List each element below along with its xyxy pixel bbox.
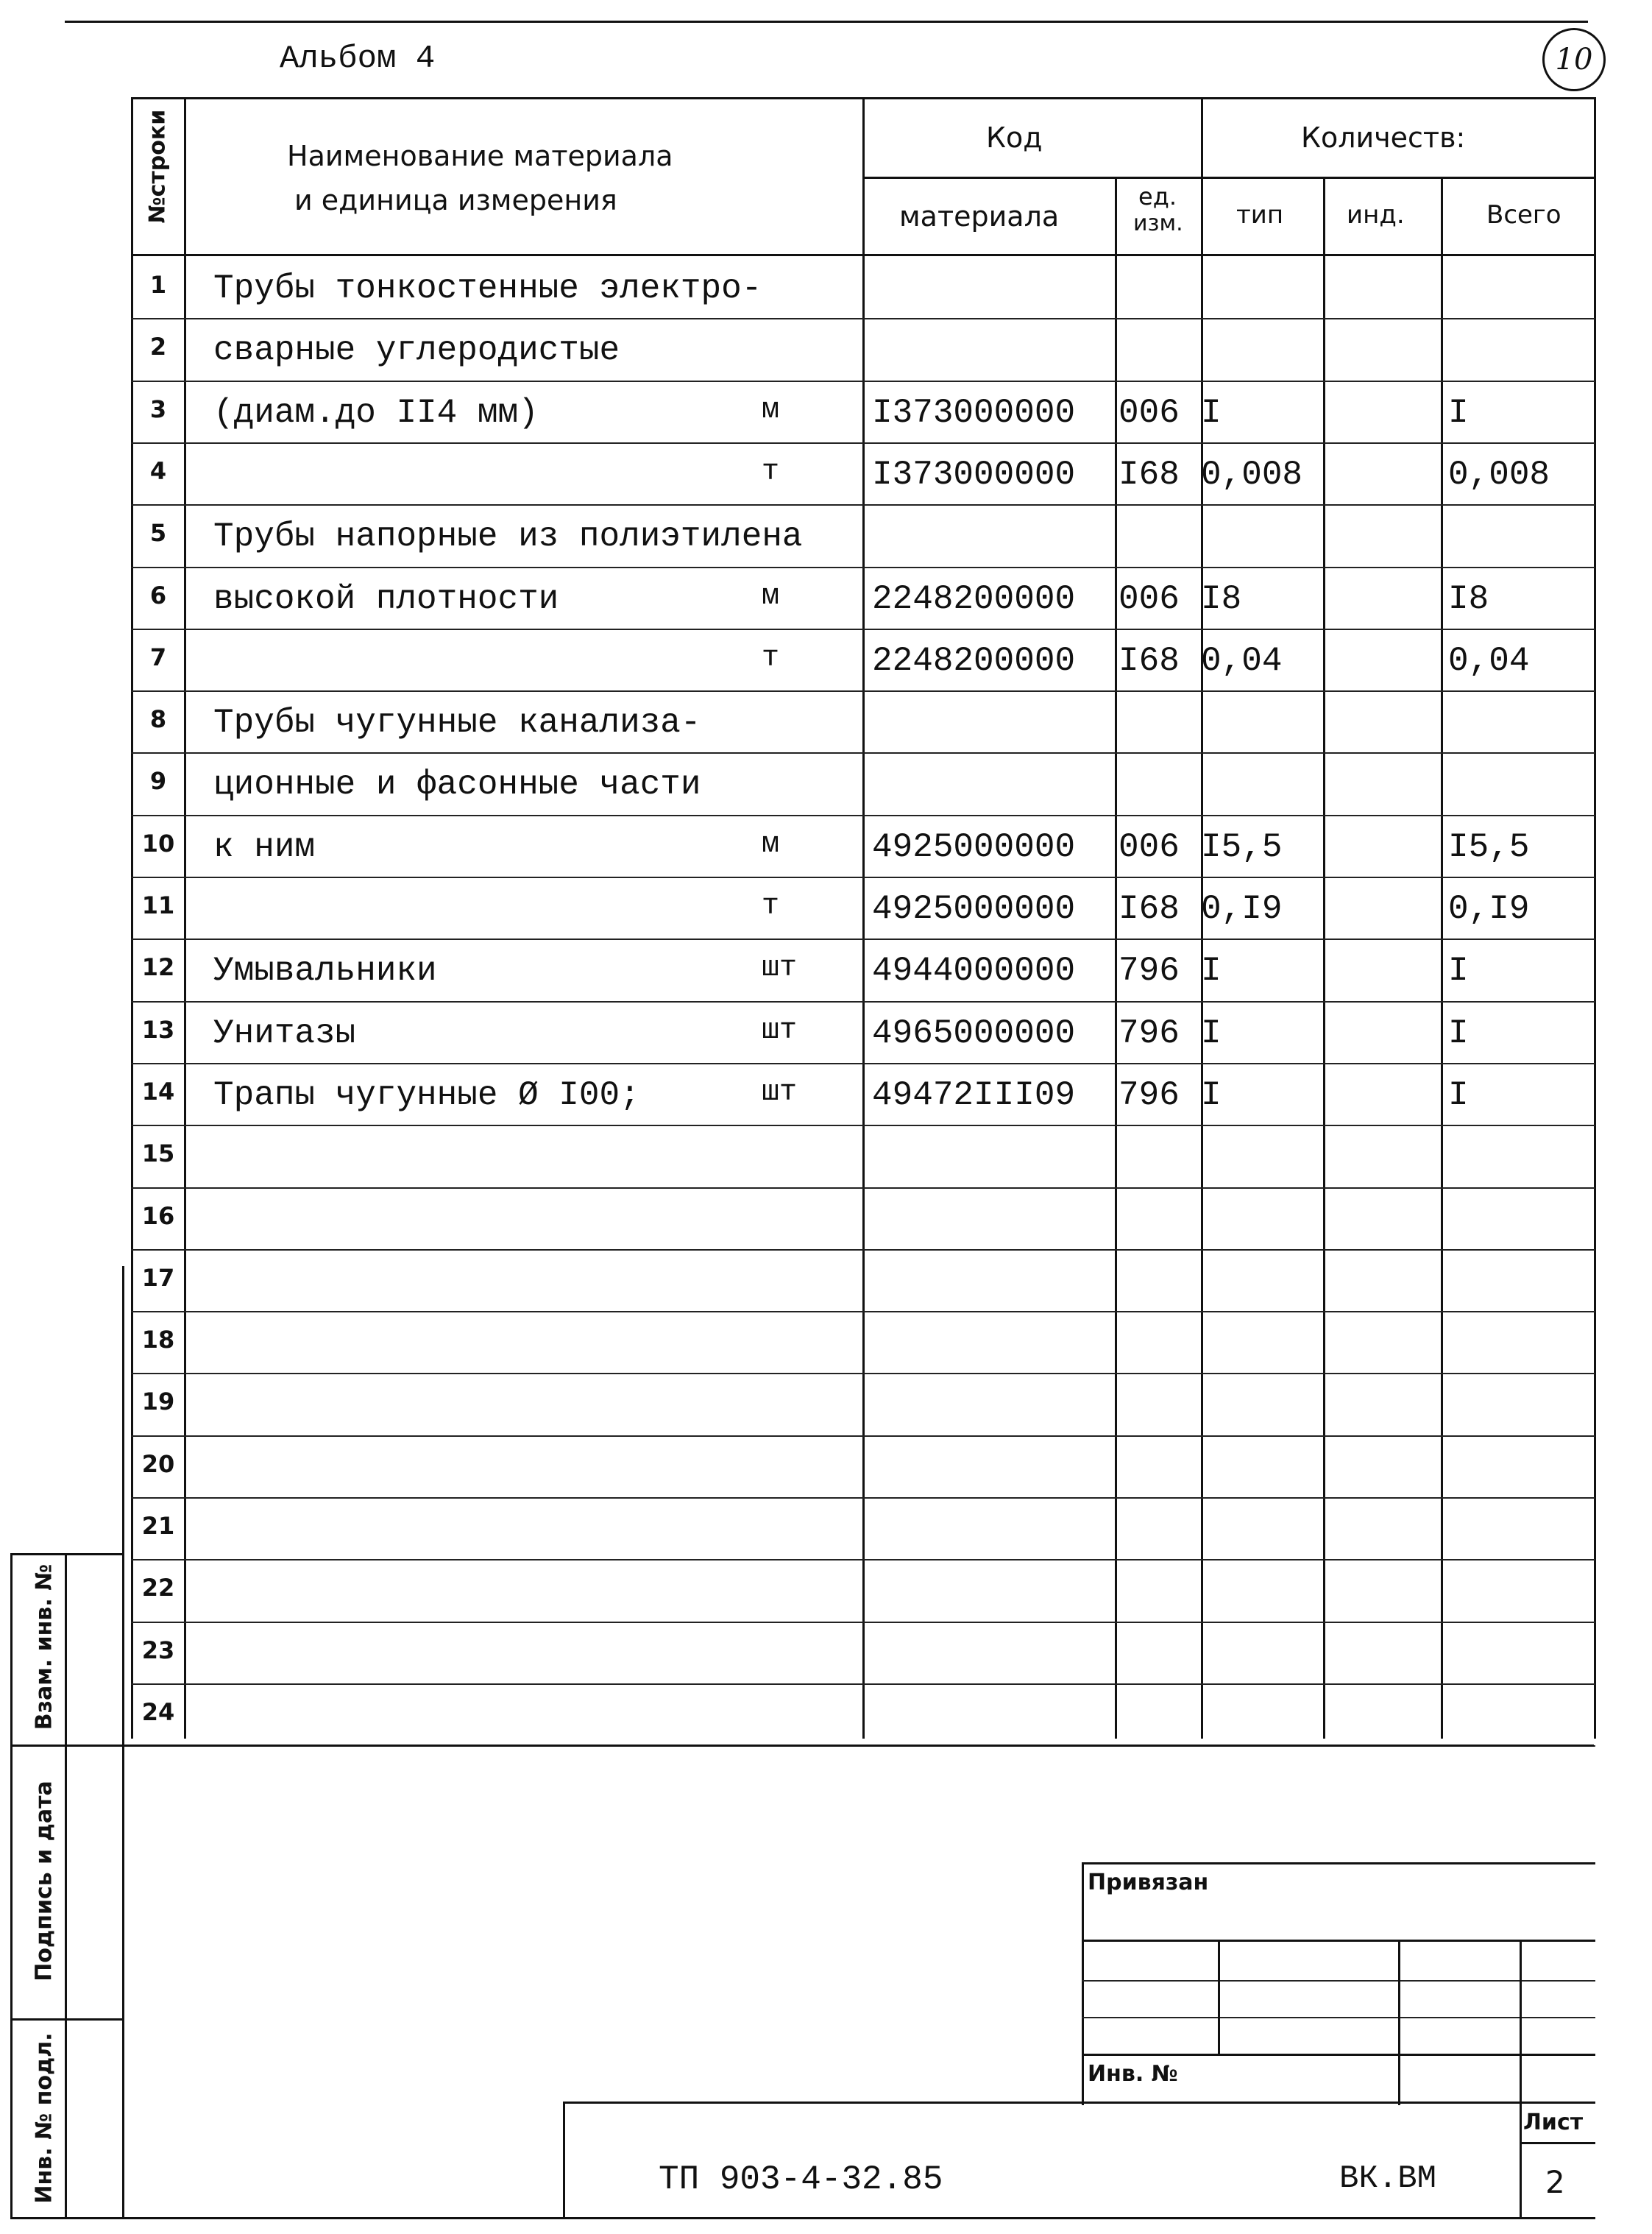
row-separator	[131, 752, 1595, 754]
title-block-left	[1082, 1862, 1084, 2105]
row-number: 9	[149, 767, 167, 796]
row-number: 14	[141, 1077, 175, 1106]
cell-total: I8	[1448, 579, 1489, 618]
cell-code: 2248200000	[872, 641, 1076, 680]
side-stamp-div1	[10, 1745, 1594, 1747]
cell-type: 0,04	[1201, 641, 1283, 680]
row-number: 8	[149, 705, 167, 734]
row-number: 17	[141, 1263, 175, 1292]
row-separator	[131, 567, 1595, 568]
sheet-label-line	[1520, 2142, 1595, 2144]
cell-name: высокой плотности	[213, 579, 559, 618]
cell-total: 0,04	[1448, 641, 1530, 680]
row-separator	[131, 504, 1595, 506]
cell-unit: I68	[1119, 455, 1180, 494]
cell-unit: 796	[1119, 1014, 1180, 1053]
cell-code: 4925000000	[872, 827, 1076, 866]
row-number: 15	[141, 1139, 175, 1168]
cell-unit: 006	[1119, 393, 1180, 432]
inv-no-label: Инв. №	[1088, 2061, 1178, 2087]
cell-unit: I68	[1119, 890, 1180, 928]
cell-type: I8	[1201, 579, 1242, 618]
title-block-row1	[1082, 1940, 1595, 1942]
cell-name: Умывальники	[213, 952, 437, 991]
cell-unit: 006	[1119, 579, 1180, 618]
cell-name: Унитазы	[213, 1014, 356, 1053]
row-number: 5	[149, 519, 167, 548]
row-number: 20	[141, 1449, 175, 1478]
cell-u: шт	[762, 1014, 798, 1047]
cell-u: т	[762, 641, 780, 675]
row-separator	[131, 318, 1595, 319]
row-number: 18	[141, 1326, 175, 1354]
cell-u: м	[762, 827, 780, 861]
table-right-border	[1594, 97, 1596, 1739]
row-separator	[131, 1683, 1595, 1685]
row-number: 19	[141, 1388, 175, 1416]
cell-total: 0,008	[1448, 455, 1550, 494]
cell-unit: 006	[1119, 827, 1180, 866]
sheet-number: 2	[1545, 2164, 1565, 2200]
row-separator	[131, 1063, 1595, 1064]
row-separator	[131, 877, 1595, 878]
row-number: 24	[141, 1697, 175, 1726]
row-separator	[131, 1001, 1595, 1003]
cell-name: Трубы чугунные канализа-	[213, 704, 701, 743]
row-separator	[131, 1125, 1595, 1126]
title-block-col2	[1398, 1940, 1400, 2105]
row-separator	[131, 442, 1595, 444]
cell-total: I	[1448, 952, 1469, 991]
cell-type: I	[1201, 1075, 1222, 1114]
row-separator	[131, 1559, 1595, 1560]
side-label-podpis: Подпись и дата	[31, 1781, 57, 1982]
cell-u: м	[762, 579, 780, 613]
cell-unit: 796	[1119, 1075, 1180, 1114]
row-number: 21	[141, 1512, 175, 1540]
document-code: ТП 903-4-32.85	[659, 2160, 943, 2199]
row-number: 10	[141, 829, 175, 858]
title-block-row4	[1082, 2054, 1595, 2056]
cell-code: I373000000	[872, 393, 1076, 432]
side-stamp-div2	[10, 2018, 124, 2021]
header-unit-1: ед.	[1138, 183, 1177, 211]
album-label: Альбом 4	[280, 40, 436, 77]
cell-total: I	[1448, 393, 1469, 432]
cell-type: 0,008	[1201, 455, 1303, 494]
cell-type: I	[1201, 393, 1222, 432]
row-separator	[131, 1311, 1595, 1312]
row-number: 2	[149, 333, 167, 361]
page-bottom-frame	[10, 2217, 1595, 2219]
col-rownum-divider	[184, 97, 186, 1739]
side-stamp-inner	[65, 1553, 67, 2219]
row-number: 1	[149, 271, 167, 299]
row-separator	[131, 1187, 1595, 1189]
row-number: 16	[141, 1201, 175, 1230]
header-quantity: Количеств:	[1301, 121, 1466, 154]
side-label-inv-podl: Инв. № подл.	[31, 2032, 57, 2204]
row-separator	[131, 1435, 1595, 1437]
cell-name: Трапы чугунные Ø I00;	[213, 1075, 640, 1114]
title-block-col1	[1218, 1940, 1220, 2054]
cell-total: I5,5	[1448, 827, 1530, 866]
title-block-col3	[1520, 1940, 1522, 2219]
side-stamp-top	[10, 1553, 124, 1555]
cell-u: шт	[762, 952, 798, 986]
cell-code: 4965000000	[872, 1014, 1076, 1053]
row-separator	[131, 629, 1595, 630]
col-code-divider	[1115, 177, 1117, 1739]
row-number: 4	[149, 456, 167, 485]
row-number: 7	[149, 643, 167, 671]
header-type: тип	[1236, 200, 1284, 230]
main-stamp-left	[563, 2102, 565, 2219]
col-ind-divider	[1441, 177, 1443, 1739]
cell-total: I	[1448, 1014, 1469, 1053]
row-separator	[131, 690, 1595, 692]
row-number: 3	[149, 395, 167, 423]
cell-code: I373000000	[872, 455, 1076, 494]
row-separator	[131, 1622, 1595, 1623]
row-separator	[131, 1249, 1595, 1251]
row-number: 11	[141, 891, 175, 919]
row-separator	[131, 939, 1595, 940]
cell-total: I	[1448, 1075, 1469, 1114]
header-row-no: №строки	[144, 109, 171, 224]
row-separator	[131, 1373, 1595, 1374]
col-name-divider	[862, 97, 865, 1739]
header-name-line1: Наименование материала	[287, 140, 673, 172]
header-bottom-line	[131, 254, 1595, 256]
cell-name: ционные и фасонные части	[213, 766, 701, 805]
cell-name: (диам.до II4 мм)	[213, 393, 539, 432]
title-block-top	[1082, 1862, 1595, 1864]
header-unit-2: изм.	[1133, 211, 1183, 236]
row-number: 22	[141, 1574, 175, 1602]
cell-name: сварные углеродистые	[213, 331, 620, 370]
cell-type: I	[1201, 952, 1222, 991]
header-mid-line	[862, 177, 1595, 179]
row-number: 12	[141, 953, 175, 982]
header-total: Всего	[1486, 200, 1561, 230]
cell-type: I5,5	[1201, 827, 1283, 866]
document-mark: ВК.ВМ	[1339, 2160, 1437, 2197]
row-number: 13	[141, 1015, 175, 1044]
cell-u: шт	[762, 1075, 798, 1109]
cell-u: м	[762, 393, 780, 427]
cell-type: I	[1201, 1014, 1222, 1053]
header-top-line	[131, 97, 1595, 99]
side-label-vzam: Взам. инв. №	[31, 1563, 57, 1731]
cell-u: т	[762, 455, 780, 489]
cell-type: 0,I9	[1201, 890, 1283, 928]
header-name-line2: и единица измерения	[294, 184, 617, 216]
cell-name: к ним	[213, 827, 316, 866]
cell-code: 2248200000	[872, 579, 1076, 618]
sheet-label: Лист	[1523, 2110, 1584, 2135]
cell-code: 4925000000	[872, 890, 1076, 928]
cell-code: 4944000000	[872, 952, 1076, 991]
cell-unit: 796	[1119, 952, 1180, 991]
page-stamp: 10	[1542, 28, 1606, 91]
main-stamp-top	[563, 2102, 1595, 2104]
row-separator	[131, 381, 1595, 382]
cell-name: Трубы тонкостенные электро-	[213, 269, 762, 308]
header-ind: инд.	[1347, 200, 1405, 230]
title-block-row2	[1082, 1980, 1595, 1982]
privyazan-label: Привязан	[1088, 1870, 1209, 1895]
header-code: Код	[986, 121, 1043, 154]
row-number: 23	[141, 1636, 175, 1664]
cell-u: т	[762, 890, 780, 923]
row-separator	[131, 1497, 1595, 1499]
page-left-frame	[122, 1266, 124, 2219]
top-border	[65, 21, 1588, 23]
col-type-divider	[1323, 177, 1325, 1739]
header-material: материала	[899, 200, 1060, 233]
row-number: 6	[149, 581, 167, 609]
title-block-row3	[1082, 2017, 1595, 2018]
cell-code: 49472III09	[872, 1075, 1076, 1114]
side-stamp-outer	[10, 1553, 13, 2219]
row-separator	[131, 815, 1595, 816]
cell-total: 0,I9	[1448, 890, 1530, 928]
cell-name: Трубы напорные из полиэтилена	[213, 517, 803, 556]
cell-unit: I68	[1119, 641, 1180, 680]
